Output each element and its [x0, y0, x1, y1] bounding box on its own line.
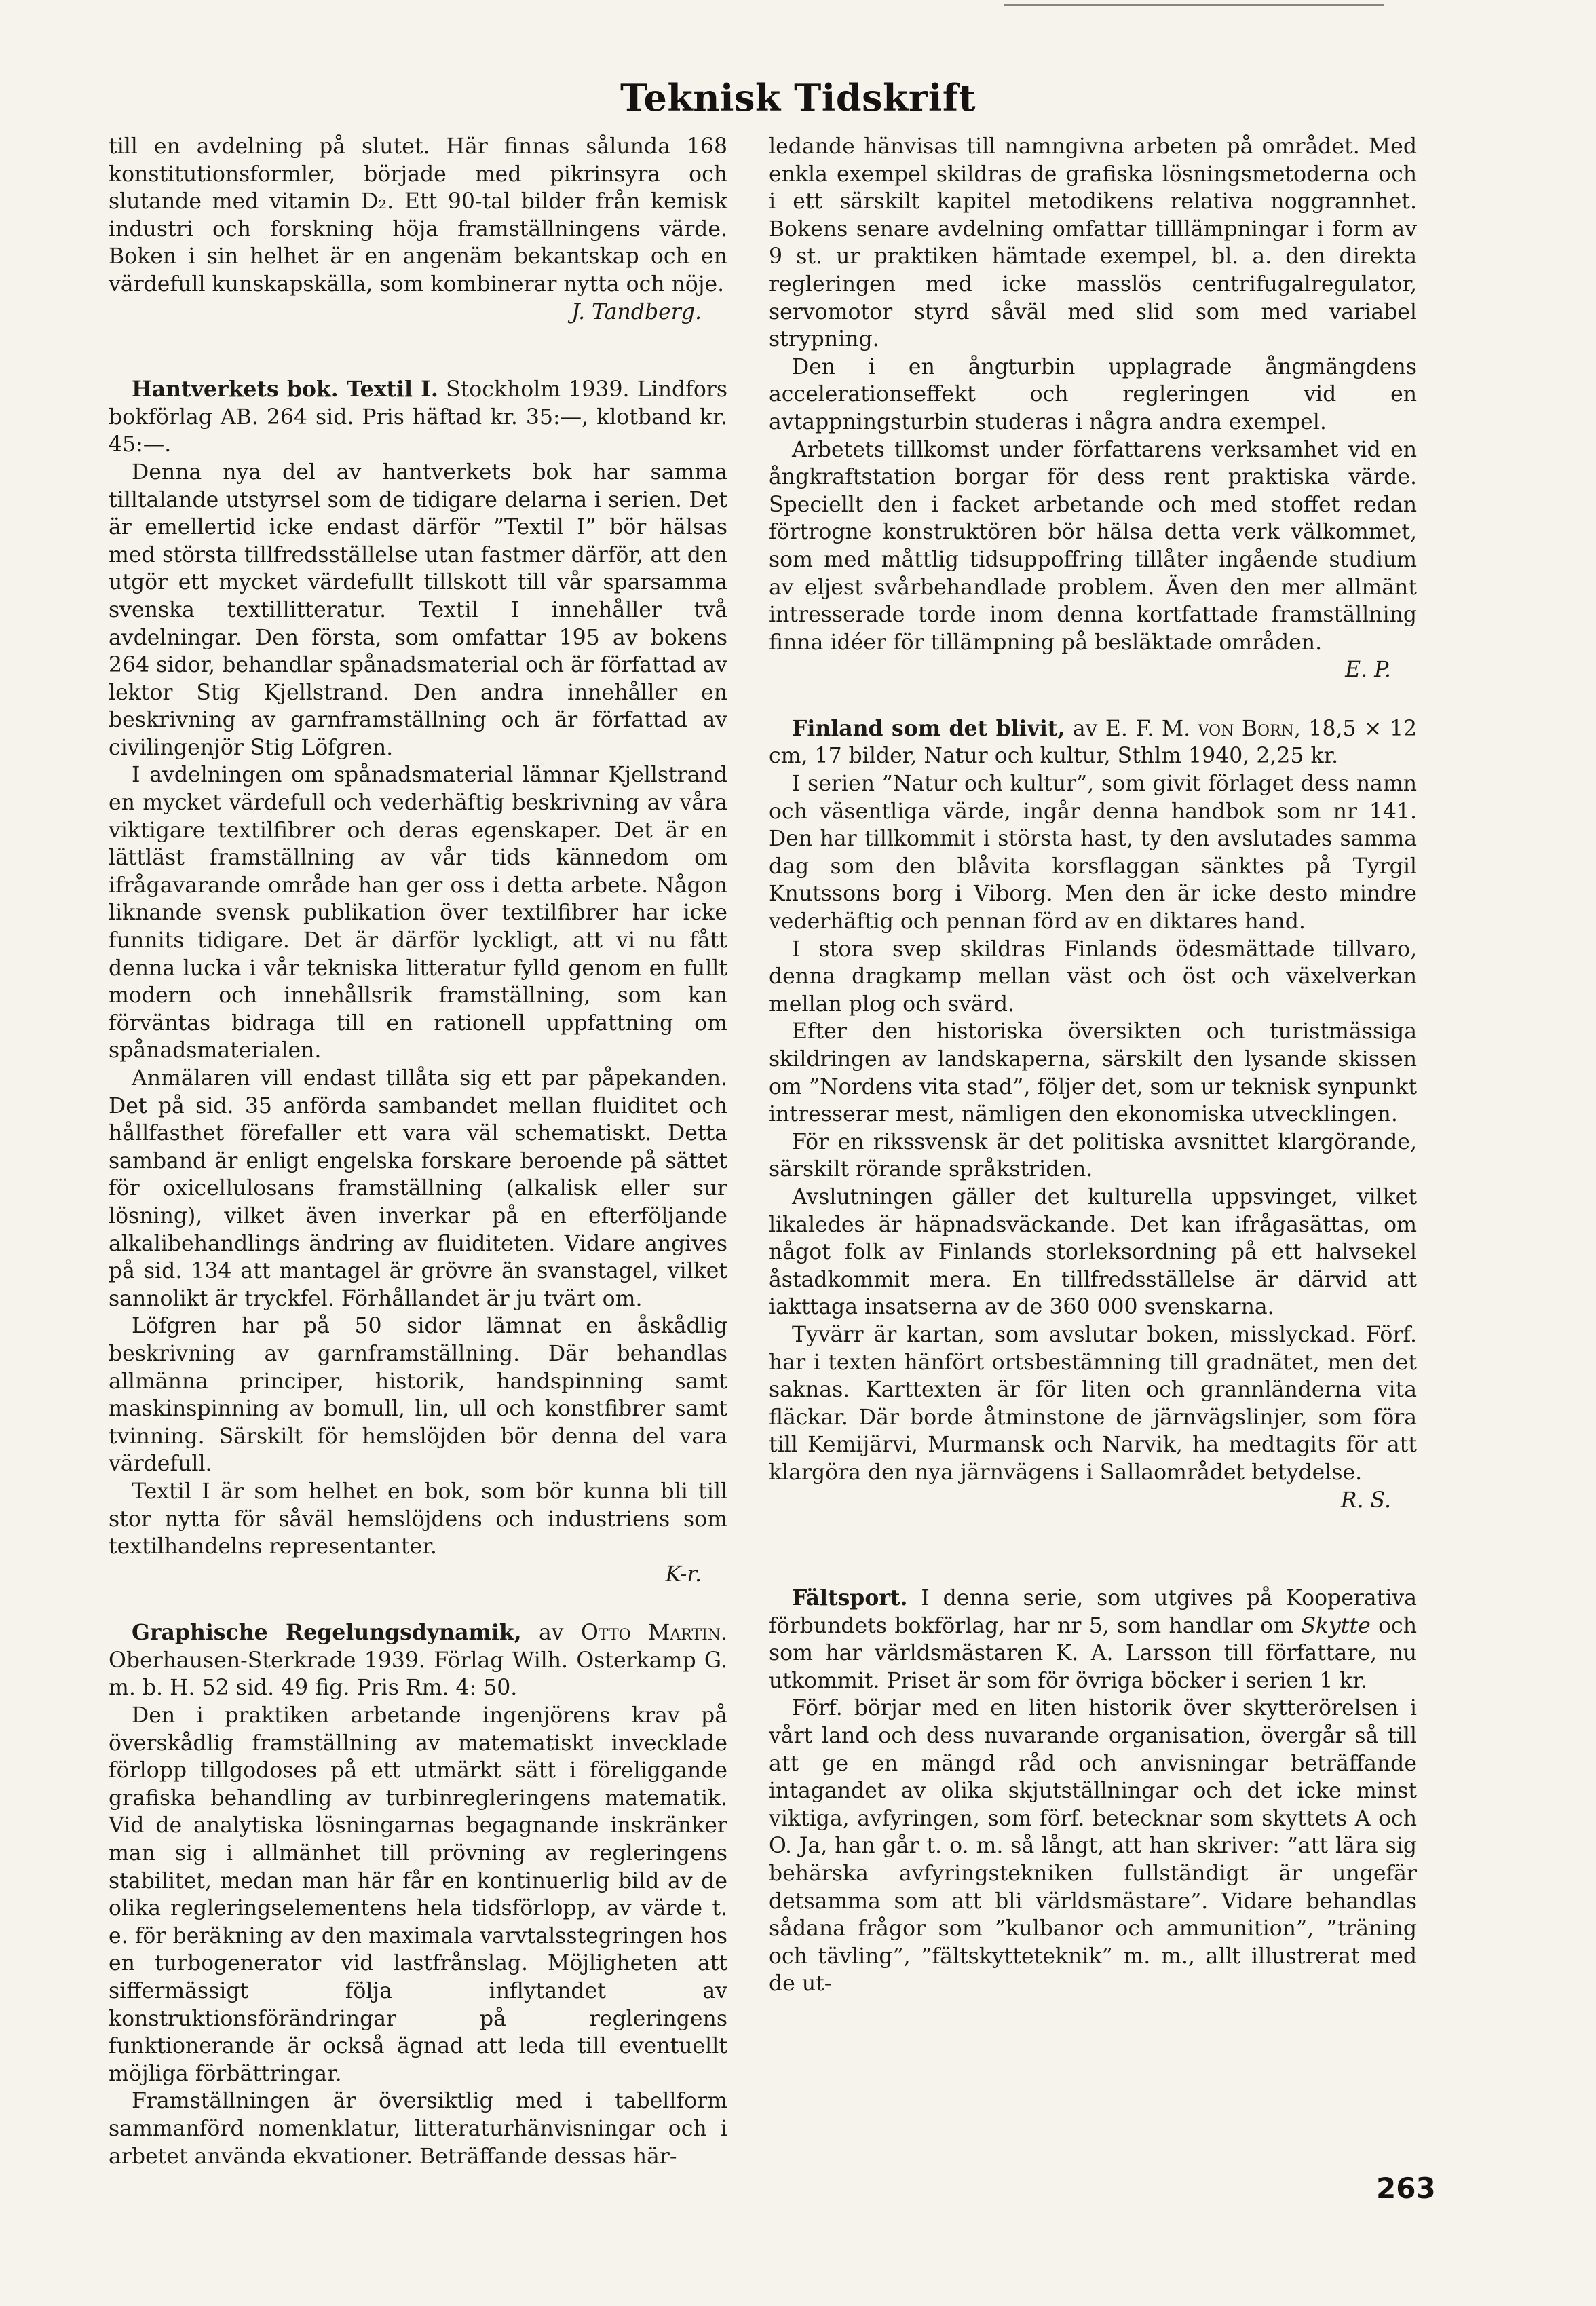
intro-signature: J. Tandberg.	[571, 299, 702, 324]
review3-paragraph: För en rikssvensk är det politiska avsnittet klargörande, särskilt rörande språkstriden.	[769, 1129, 1417, 1182]
page-number: 263	[1376, 2172, 1436, 2205]
review4-italic-word: Skytte	[1301, 1613, 1371, 1638]
review1-title: Hantverkets bok. Textil I.	[132, 377, 438, 402]
review3-heading	[769, 715, 1417, 770]
review1-heading	[109, 376, 727, 459]
review1-paragraph: Denna nya del av hantverkets bok har samma tilltalande utstyrsel som de tidigare delarna i serien. Det är emellertid icke endast därför ”Textil I” bör hälsas med största tillfredsställelse utan fastmer därför, att den utgör ett mycket värdefullt tillskott till vår sparsamma svenska textillitteratur. Textil I innehåller två avdelningar. Den första, som omfattar 195 av bokens 264 sidor, behandlar spånadsmaterial och är författad av lektor Stig Kjellstrand. Den andra innehåller en beskrivning av garnframställning och är författad av civilingenjör Stig Löfgren.	[109, 459, 727, 760]
review1-paragraph: Textil I är som helhet en bok, som bör kunna bli till stor nytta för såväl hemslöjdens och industriens som textilhandelns representanter.	[109, 1479, 727, 1560]
review3-author: von Born,	[1198, 716, 1301, 741]
review2-paragraph: Den i praktiken arbetande ingenjörens krav på överskådlig framställning av matematiskt invecklade förlopp tillgodoses på ett utmärkt sätt i föreliggande grafiska behandling av turbinregleringens matematik. Vid de analytiska lösningarnas begagnande inskränker man sig i allmänhet till prövning av regleringens stabilitet, medan man här får en kontinuerlig bild av de olika regleringselementens hela tidsförlopp, av värde t. e. för beräkning av den maximala varvtalsstegringen hos en turbogenerator vid lastfrånslag. Möjligheten att siffermässigt följa inflytandet av konstruktionsförändringar på regleringens funktionerande är också ägnad att leda till eventuellt möjliga förbättringar.	[109, 1703, 727, 2086]
review1-paragraph: Löfgren har på 50 sidor lämnat en åskådlig beskrivning av garnframställning. Där behandlas allmänna principer, historik, handspinning samt maskinspinning av bomull, lin, ull och konstfibrer samt tvinning. Särskilt för hemslöjden bör denna del vara värdefull.	[109, 1314, 727, 1477]
review4-paragraph: Förf. börjar med en liten historik över skytterörelsen i vårt land och dess nuvarande organisation, övergår så till att ge en mängd råd och anvisningar beträffande intagandet av olika skjutställningar och det icke minst viktiga, avfyringen, som förf. betecknar som skyttets A och O. Ja, han går t. o. m. så långt, att han skriver: ”att lära sig behärska avfyringstekniken fullständigt är ungefär detsamma som att bli världsmästare”. Vidare behandlas sådana frågor som ”kulbanor och ammunition”, ”träning och tävling”, ”fältskytteteknik” m. m., allt illustrerat med de ut-	[769, 1696, 1417, 1997]
continuation-paragraph: ledande hänvisas till namngivna arbeten på området. Med enkla exempel skildras de grafiska lösningsmetoderna och i ett särskilt kapitel metodikens relativa noggrannhet. Bokens senare avdelning omfattar tilllämpningar i form av 9 st. ur praktiken hämtade exempel, bl. a. den direkta regleringen med icke masslös centrifugalregulator, servomotor styrd såväl med slid som med variabel strypning.	[769, 134, 1417, 352]
review1-paragraph: I avdelningen om spånadsmaterial lämnar Kjellstrand en mycket värdefull och vederhäftig beskrivning av våra viktigare textilfibrer och deras egenskaper. Det är en lättläst framställning av vår tids kännedom om ifrågavarande område han ger oss i detta arbete. Någon liknande svensk publikation över textilfibrer har icke funnits tidigare. Det är därför lyckligt, att vi nu fått denna lucka i vår tekniska litteratur fylld genom en fullt modern och innehållsrik framställning, som kan förväntas bidraga till en rationell uppfattning om spånadsmaterialen.	[109, 763, 727, 1063]
intro-paragraph: till en avdelning på slutet. Här finnas sålunda 168 konstitutionsformler, började med pikrinsyra och slutande med vitamin D₂. Ett 90-tal bilder från kemisk industri och forskning höja framställningens värde. Boken i sin helhet är en angenäm bekantskap och en värdefull kunskapskälla, som kombinerar nytta och nöje.	[109, 134, 727, 297]
review1-meta: Stockholm 1939. Lindfors bokförlag AB. 264 sid. Pris häftad kr. 35:—, klotband kr. 45:—.	[109, 377, 728, 457]
top-rule	[1004, 4, 1384, 6]
review4-lead-before: I denna serie, som utgives på Kooperativa förbundets bokförlag, har nr 5, som handlar om	[769, 1586, 1418, 1638]
review3-paragraph: Avslutningen gäller det kulturella uppsvinget, vilket likaledes är häpnadsväckande. Det kan ifrågasättas, om något folk av Finlands storleksordning på ett halvsekel åstadkommit mera. En tillfredsställelse är därvid att iakttaga insatserna av de 360 000 svenskarna.	[769, 1184, 1417, 1320]
review3-paragraph: I stora svep skildras Finlands ödesmättade tillvaro, denna dragkamp mellan väst och öst och växelverkan mellan plog och svärd.	[769, 937, 1417, 1017]
review4-lead-after: och som har världsmästaren K. A. Larsson till författare, nu utkommit. Priset är som för övriga böcker i serien 1 kr.	[769, 1613, 1417, 1693]
review4-heading	[769, 1585, 1417, 1695]
review3-paragraph: I serien ”Natur och kultur”, som givit förlaget dess namn och väsentliga värde, ingår denna handbok som nr 141. Den har tillkommit i största hast, ty den avslutades samma dag som den blåvita korsflaggan sänktes på Tyrgil Knutssons borg i Viborg. Men den är icke desto mindre vederhäftig och pennan förd av en diktares hand.	[769, 772, 1417, 934]
left-column	[109, 133, 727, 2170]
review1-paragraph: Anmälaren vill endast tillåta sig ett par påpekanden. Det på sid. 35 anförda sambandet mellan fluiditet och hållfasthet förefaller ett vara väl schematiskt. Detta samband är enligt engelska forskare beroende på sättet för oxicellulosans framställning (alkalisk eller sur lösning), vilket även inverkar på en efterföljande alkalibehandlings ändring av fluiditeten. Vidare angives på sid. 134 att mantagel är grövre än svanstagel, vilket sannolikt är tryckfel. Förhållandet är ju tvärt om.	[109, 1066, 727, 1311]
review4-title: Fältsport.	[792, 1585, 908, 1611]
review3-signature: R. S.	[1340, 1488, 1391, 1513]
review3-title: Finland som det blivit,	[792, 715, 1065, 741]
continuation-paragraph: Den i en ångturbin upplagrade ångmängdens accelerationseffekt och regleringen vid en avtappningsturbin studeras i några andra exempel.	[769, 354, 1417, 434]
review3-paragraph: Efter den historiska översikten och turistmässiga skildringen av landskaperna, särskilt den lysande skissen om ”Nordens vita stad”, följer det, som ur teknisk synpunkt intresserar mest, nämligen den ekonomiska utvecklingen.	[769, 1019, 1417, 1127]
review2-author-prefix: av	[539, 1621, 564, 1646]
review3-meta: 18,5 × 12 cm, 17 bilder, Natur och kultur, Sthlm 1940, 2,25 kr.	[769, 716, 1418, 769]
review2-meta: Oberhausen-Sterkrade 1939. Förlag Wilh. Osterkamp G. m. b. H. 52 sid. 49 fig. Pris Rm. 4: 50.	[109, 1648, 727, 1701]
review1-signature: K-r.	[665, 1562, 702, 1587]
continuation-signature: E. P.	[1345, 658, 1391, 683]
review3-author-prefix: av E. F. M.	[1072, 716, 1191, 741]
review2-heading	[109, 1619, 727, 1702]
review2-paragraph: Framställningen är översiktlig med i tabellform sammanförd nomenklatur, litteraturhänvisningar och i arbetet använda ekvationer. Beträffande dessas här-	[109, 2089, 727, 2169]
review3-paragraph: Tyvärr är kartan, som avslutar boken, misslyckad. Förf. har i texten hänfört ortsbestämning till gradnätet, men det saknas. Karttexten är för liten och grannländerna vita fläckar. Där borde åtminstone de järnvägslinjer, som föra till Kemijärvi, Murmansk och Narvik, ha medtagits för att klargöra den nya järnvägens i Sallaområdet betydelse.	[769, 1322, 1417, 1485]
review2-author: Otto Martin.	[581, 1621, 728, 1646]
review2-title: Graphische Regelungsdynamik,	[132, 1620, 522, 1646]
right-column	[769, 133, 1417, 1998]
continuation-paragraph: Arbetets tillkomst under författarens verksamhet vid en ångkraftstation borgar för dess rent praktiska värde. Speciellt den i facket arbetande och med stoffet redan förtrogne konstruktören bör hälsa detta verk välkommet, som med måttlig tidsuppoffring tillåter ingående studium av eljest svårbehandlade problem. Även den mer allmänt intresserade torde inom denna kortfattade framställning finna idéer för tillämpning på besläktade områden.	[769, 437, 1417, 655]
masthead: Teknisk Tidskrift	[620, 76, 976, 119]
